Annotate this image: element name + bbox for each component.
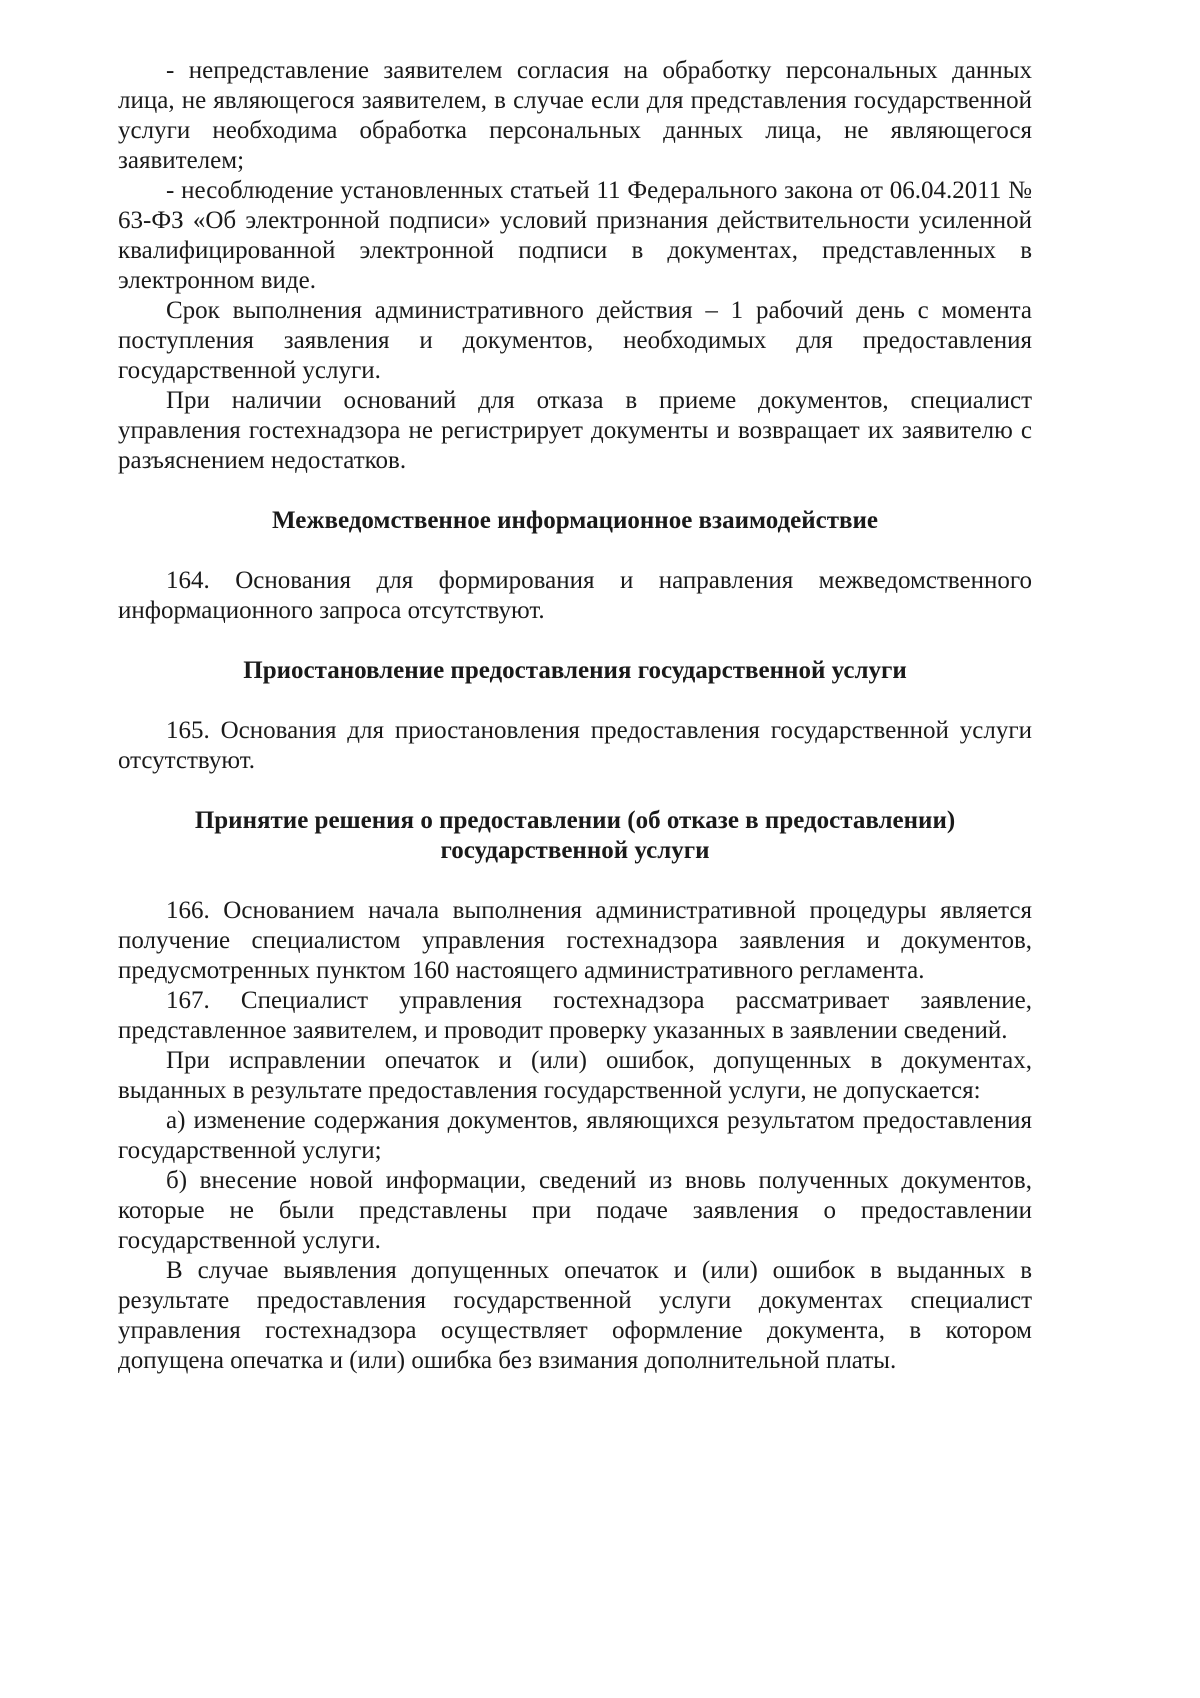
section-heading-decision-line2: государственной услуги <box>440 837 710 864</box>
section-heading-decision-line1: Принятие решения о предоставлении (об отказе в предоставлении) <box>194 807 956 834</box>
paragraph-errors: В случае выявления допущенных опечаток и (или) ошибок в выданных в результате предоставления государственной услуги документах специалист управления гостехнадзора осуществляет оформление документа, в котором допущена опечатка и (или) ошибка без взимания дополнительной платы. <box>118 1257 1032 1374</box>
paragraph-167: 167. Специалист управления гостехнадзора рассматривает заявление, представленное заявителем, и проводит проверку указанных в заявлении сведений. <box>118 987 1032 1044</box>
paragraph-deadline: Срок выполнения административного действия – 1 рабочий день с момента поступления заявления и документов, необходимых для предоставления государственной услуги. <box>118 297 1032 384</box>
paragraph-166: 166. Основанием начала выполнения административной процедуры является получение специалистом управления гостехнадзора заявления и документов, предусмотренных пунктом 160 настоящего административного регламента. <box>118 897 1032 984</box>
paragraph-164: 164. Основания для формирования и направления межведомственного информационного запроса отсутствуют. <box>118 567 1032 624</box>
paragraph-signature: - несоблюдение установленных статьей 11 Федерального закона от 06.04.2011 № 63-ФЗ «Об электронной подписи» условий признания действительности усиленной квалифицированной электронной подписи в документах, представленных в электронном виде. <box>118 177 1032 294</box>
section-heading-interagency: Межведомственное информационное взаимодействие <box>272 507 878 534</box>
paragraph-165: 165. Основания для приостановления предоставления государственной услуги отсутствуют. <box>118 717 1032 774</box>
section-heading-suspension: Приостановление предоставления государственной услуги <box>243 657 907 684</box>
paragraph-refusal: При наличии оснований для отказа в приеме документов, специалист управления гостехнадзора не регистрирует документы и возвращает их заявителю с разъяснением недостатков. <box>118 387 1032 474</box>
paragraph-consent: - непредставление заявителем согласия на обработку персональных данных лица, не являющегося заявителем, в случае если для представления государственной услуги необходима обработка персональных данных лица, не являющегося заявителем; <box>118 57 1032 174</box>
paragraph-item-a: а) изменение содержания документов, являющихся результатом предоставления государственной услуги; <box>118 1107 1032 1164</box>
section-heading-decision <box>118 806 1032 866</box>
document-page <box>118 56 1032 1376</box>
paragraph-corrections: При исправлении опечаток и (или) ошибок, допущенных в документах, выданных в результате предоставления государственной услуги, не допускается: <box>118 1047 1032 1104</box>
paragraph-item-b: б) внесение новой информации, сведений из вновь полученных документов, которые не были представлены при подаче заявления о предоставлении государственной услуги. <box>118 1167 1032 1254</box>
